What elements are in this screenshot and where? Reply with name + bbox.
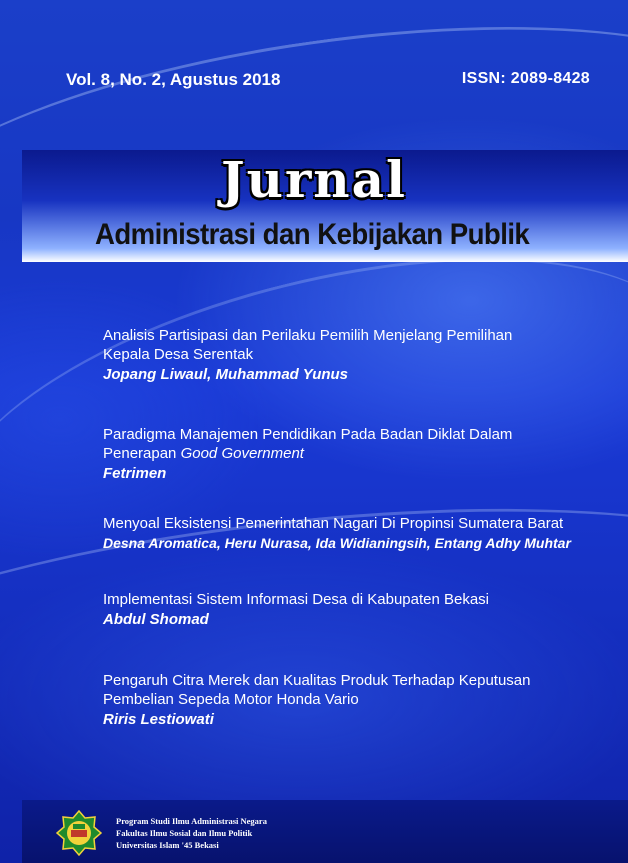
article-title-italic: Good Government <box>180 445 304 462</box>
publisher-faculty: Fakultas Ilmu Sosial dan Ilmu Politik <box>116 828 253 838</box>
article-authors: Desna Aromatica, Heru Nurasa, Ida Widianingsih, Entang Adhy Muhtar <box>103 535 571 551</box>
article-authors: Fetrimen <box>103 465 167 482</box>
article-title: Implementasi Sistem Informasi Desa di Kabupaten Bekasi <box>103 591 490 608</box>
volume-info: Vol. 8, No. 2, Agustus 2018 <box>66 70 281 89</box>
article-title: Paradigma Manajemen Pendidikan Pada Badan Diklat Dalam <box>103 426 513 443</box>
issn: ISSN: 2089-8428 <box>461 70 590 87</box>
header-bar <box>0 0 628 150</box>
journal-subtitle: Administrasi dan Kebijakan Publik <box>95 218 530 251</box>
article-authors: Abdul Shomad <box>103 611 209 628</box>
publisher-program: Program Studi Ilmu Administrasi Negara <box>116 816 267 826</box>
article-item <box>103 425 613 484</box>
article-title: Pembelian Sepeda Motor Honda Vario <box>103 691 359 708</box>
footer-band <box>22 800 628 863</box>
article-item <box>103 590 613 630</box>
publisher-university: Universitas Islam '45 Bekasi <box>116 840 219 850</box>
article-item <box>103 326 613 385</box>
university-emblem-icon <box>56 810 102 856</box>
article-title <box>103 444 613 463</box>
article-title: Analisis Partisipasi dan Perilaku Pemilih Menjelang Pemilihan <box>103 327 513 344</box>
article-authors: Riris Lestiowati <box>103 711 214 728</box>
publisher-info <box>116 815 267 851</box>
journal-title: Jurnal <box>220 150 408 209</box>
article-item <box>103 514 613 554</box>
article-item <box>103 671 613 730</box>
article-title: Kepala Desa Serentak <box>103 346 254 363</box>
article-title-prefix: Penerapan <box>103 445 181 462</box>
article-title: Pengaruh Citra Merek dan Kualitas Produk Terhadap Keputusan <box>103 672 531 689</box>
article-title: Menyoal Eksistensi Pemerintahan Nagari Di Propinsi Sumatera Barat <box>103 515 564 532</box>
article-authors: Jopang Liwaul, Muhammad Yunus <box>103 366 349 383</box>
